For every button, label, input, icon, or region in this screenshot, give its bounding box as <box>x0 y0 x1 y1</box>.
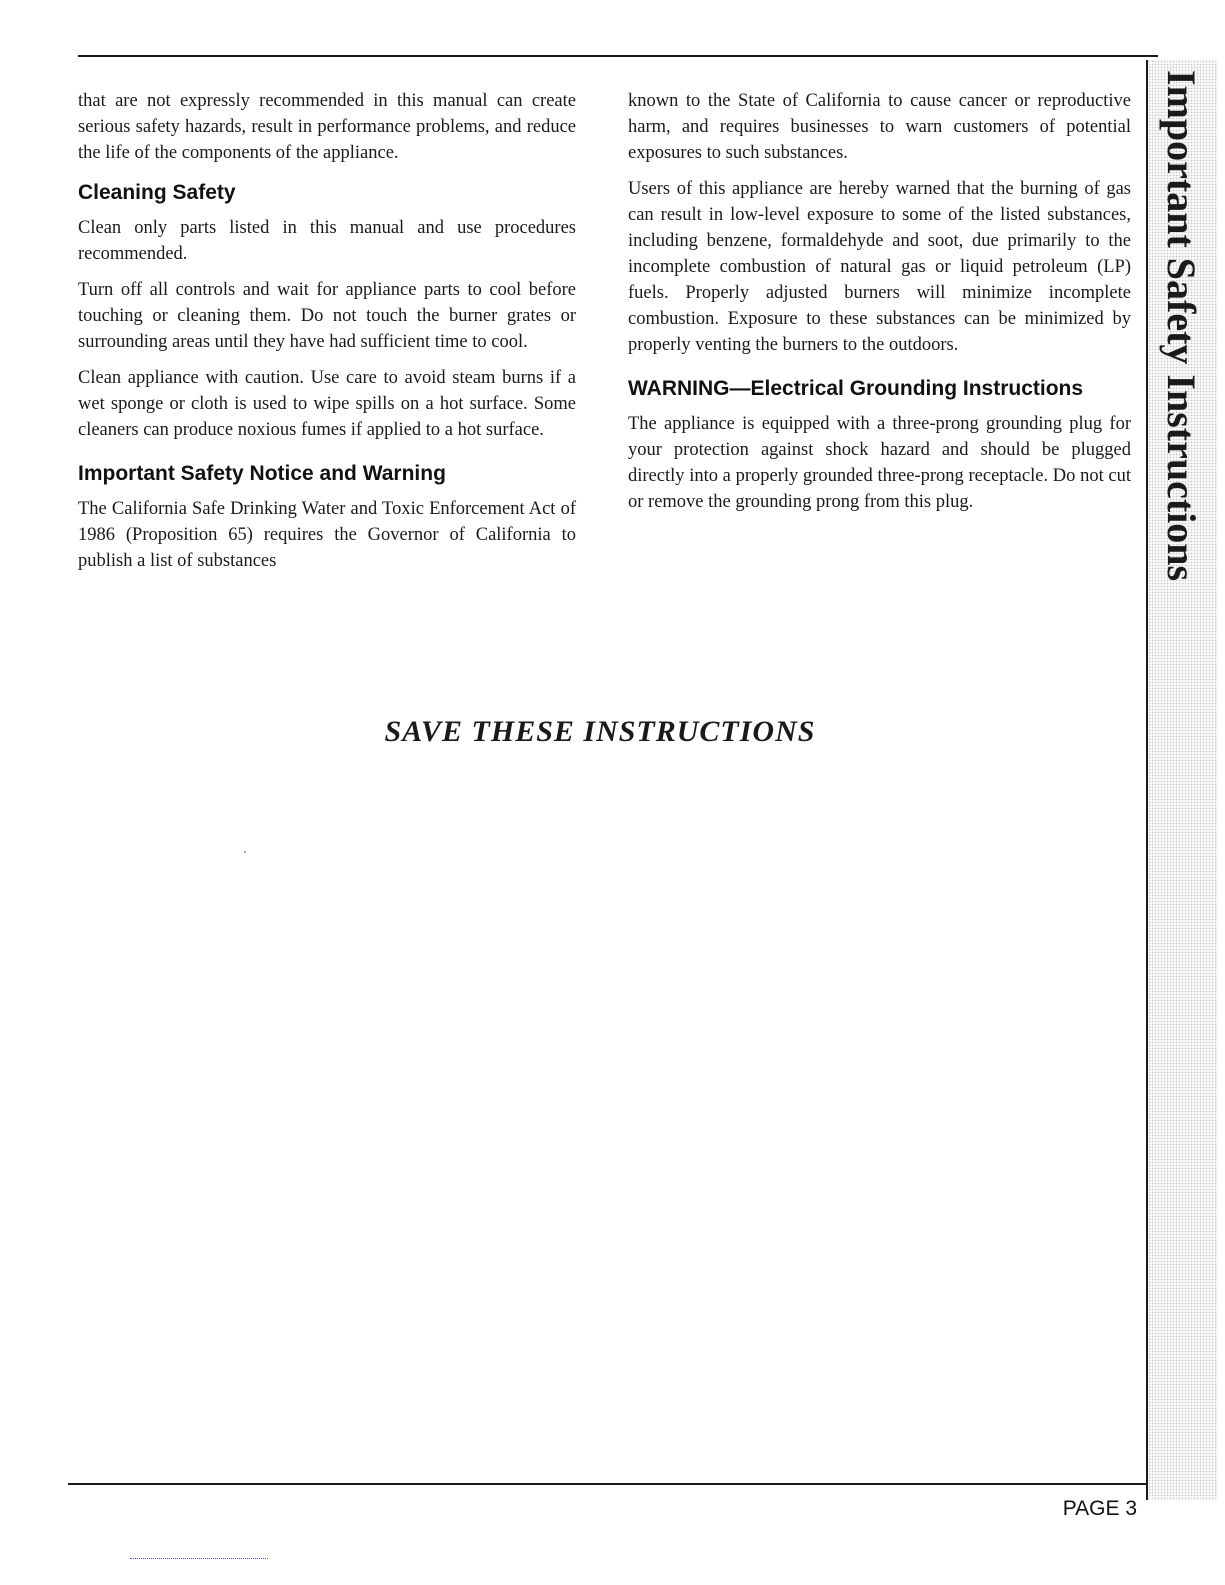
grounding-paragraph: The appliance is equipped with a three-prong grounding plug for your protection against shock hazard and should be plugged directly into a properly grounded three-prong receptacle. Do not cut or remove the grounding prong from this plug. <box>628 414 1131 512</box>
safety-notice-heading: Important Safety Notice and Warning <box>78 462 446 485</box>
right-column <box>628 88 1131 525</box>
scan-speck <box>244 851 246 853</box>
proposition-65-paragraph: The California Safe Drinking Water and Toxic Enforcement Act of 1986 (Proposition 65) requires the Governor of California to publish a list of substances <box>78 499 576 571</box>
cleaning-paragraph-1: Clean only parts listed in this manual and use procedures recommended. <box>78 218 576 264</box>
sidebar-title: Important Safety Instructions <box>1159 70 1204 582</box>
continued-paragraph: known to the State of California to cause cancer or reproductive harm, and requires businesses to warn customers of potential exposures to such substances. <box>628 91 1131 163</box>
users-warning-paragraph: Users of this appliance are hereby warned that the burning of gas can result in low-level exposure to some of the listed substances, including benzene, formaldehyde and soot, due primarily to the incomplete combustion of natural gas or liquid petroleum (LP) fuels. Properly adjusted burners will minimize incomplete combustion. Exposure to these substances can be minimized by properly venting the burners to the outdoors. <box>628 179 1131 355</box>
cleaning-paragraph-2: Turn off all controls and wait for appliance parts to cool before touching or cleaning them. Do not touch the burner grates or surrounding areas until they have had sufficient time to cool. <box>78 280 576 352</box>
page-number: PAGE 3 <box>1062 1497 1137 1520</box>
left-column <box>78 88 576 584</box>
intro-paragraph: that are not expressly recommended in this manual can create serious safety hazards, result in performance problems, and reduce the life of the components of the appliance. <box>78 91 576 163</box>
dotted-underline-mark <box>130 1558 268 1560</box>
cleaning-paragraph-3: Clean appliance with caution. Use care to avoid steam burns if a wet sponge or cloth is used to wipe spills on a hot surface. Some cleaners can produce noxious fumes if applied to a hot surface. <box>78 368 576 440</box>
cleaning-safety-heading: Cleaning Safety <box>78 181 236 204</box>
save-instructions-banner: SAVE THESE INSTRUCTIONS <box>384 715 816 748</box>
grounding-heading: WARNING—Electrical Grounding Instructions <box>628 377 1084 400</box>
bottom-rule <box>68 1483 1148 1485</box>
top-rule <box>78 55 1158 57</box>
